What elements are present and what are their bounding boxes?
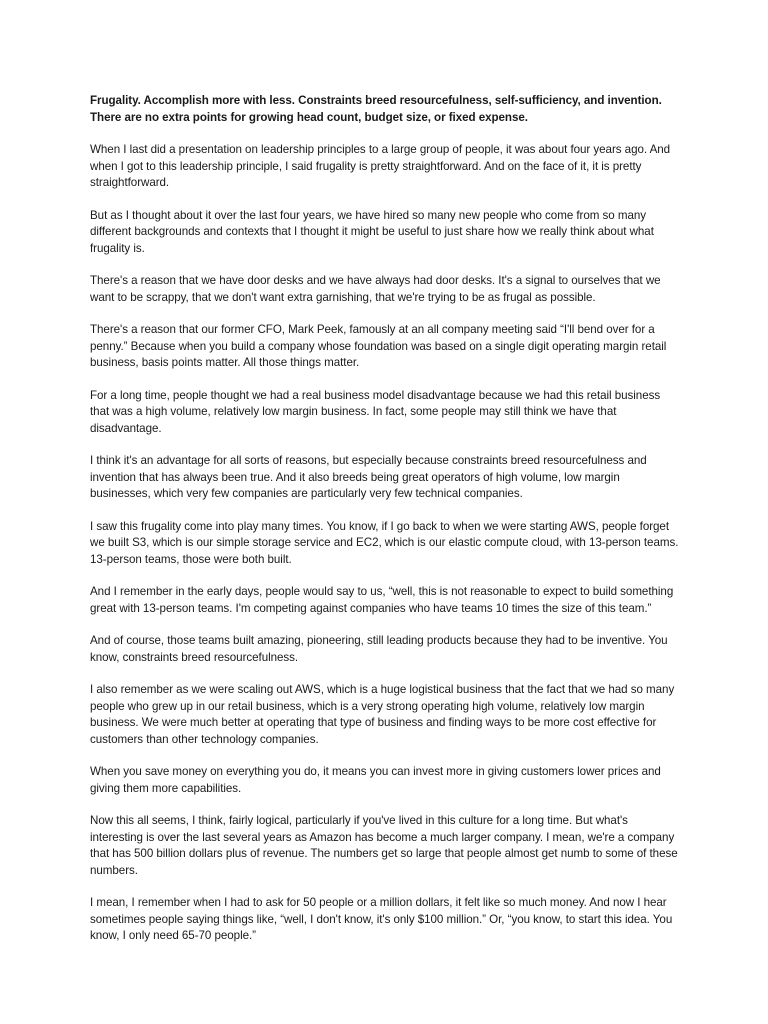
paragraph: When I last did a presentation on leadership principles to a large group of people, it was about four years ago. And when I got to this leadership principle, I said frugality is pretty straightforward. And on the face of it, it is pretty straightforward. <box>90 143 671 189</box>
paragraph: Now this all seems, I think, fairly logical, particularly if you've lived in this culture for a long time. But what's interesting is over the last several years as Amazon has become a much larger company. I mean, we're a company that has 500 billion dollars plus of revenue. The numbers get so large that people almost get numb to some of these numbers. <box>90 814 678 877</box>
paragraph: But as I thought about it over the last four years, we have hired so many new people who come from so many different backgrounds and contexts that I thought it might be useful to just share how we really think about what frugality is. <box>90 208 654 255</box>
paragraph: I mean, I remember when I had to ask for 50 people or a million dollars, it felt like so much money. And now I hear sometimes people saying things like, “well, I don't know, it's only $100 million.” Or, “you know, to start this idea. You know, I only need 65-70 people.” <box>90 896 673 942</box>
paragraph: And I remember in the early days, people would say to us, “well, this is not reasonable to expect to build something great with 13-person teams. I'm competing against companies who have teams 10 times the size of this team.” <box>90 585 674 615</box>
paragraph: For a long time, people thought we had a real business model disadvantage because we had this retail business that was a high volume, relatively low margin business. In fact, some people may still think we have that disadvantage. <box>90 388 661 435</box>
paragraph: And of course, those teams built amazing, pioneering, still leading products because they had to be inventive. You know, constraints breed resourcefulness. <box>90 634 668 664</box>
paragraph: When you save money on everything you do, it means you can invest more in giving customers lower prices and giving them more capabilities. <box>90 765 661 795</box>
paragraph: I also remember as we were scaling out AWS, which is a huge logistical business that the fact that we had so many people who grew up in our retail business, which is a very strong operating high volume, relatively low margin business. We were much better at operating that type of business and finding ways to be more cost effective for customers than other technology companies. <box>90 683 675 746</box>
paragraph: I think it's an advantage for all sorts of reasons, but especially because constraints breed resourcefulness and invention that has always been true. And it also breeds being great operators of high volume, low margin businesses, which very few companies are particularly very few technical companies. <box>90 454 647 500</box>
document-page <box>90 93 680 961</box>
principle-heading: Frugality. Accomplish more with less. Constraints breed resourcefulness, self-sufficiency, and invention. There are no extra points for growing head count, budget size, or fixed expense. <box>90 94 662 124</box>
paragraph: I saw this frugality come into play many times. You know, if I go back to when we were starting AWS, people forget we built S3, which is our simple storage service and EC2, which is our elastic compute cloud, with 13-person teams. 13-person teams, those were both built. <box>90 519 679 566</box>
paragraph: There's a reason that we have door desks and we have always had door desks. It's a signal to ourselves that we want to be scrappy, that we don't want extra garnishing, that we're trying to be as frugal as possible. <box>90 274 661 304</box>
paragraph: There's a reason that our former CFO, Mark Peek, famously at an all company meeting said “I'll bend over for a penny.” Because when you build a company whose foundation was based on a single digit operating margin retail business, basis points matter. All those things matter. <box>90 323 667 369</box>
